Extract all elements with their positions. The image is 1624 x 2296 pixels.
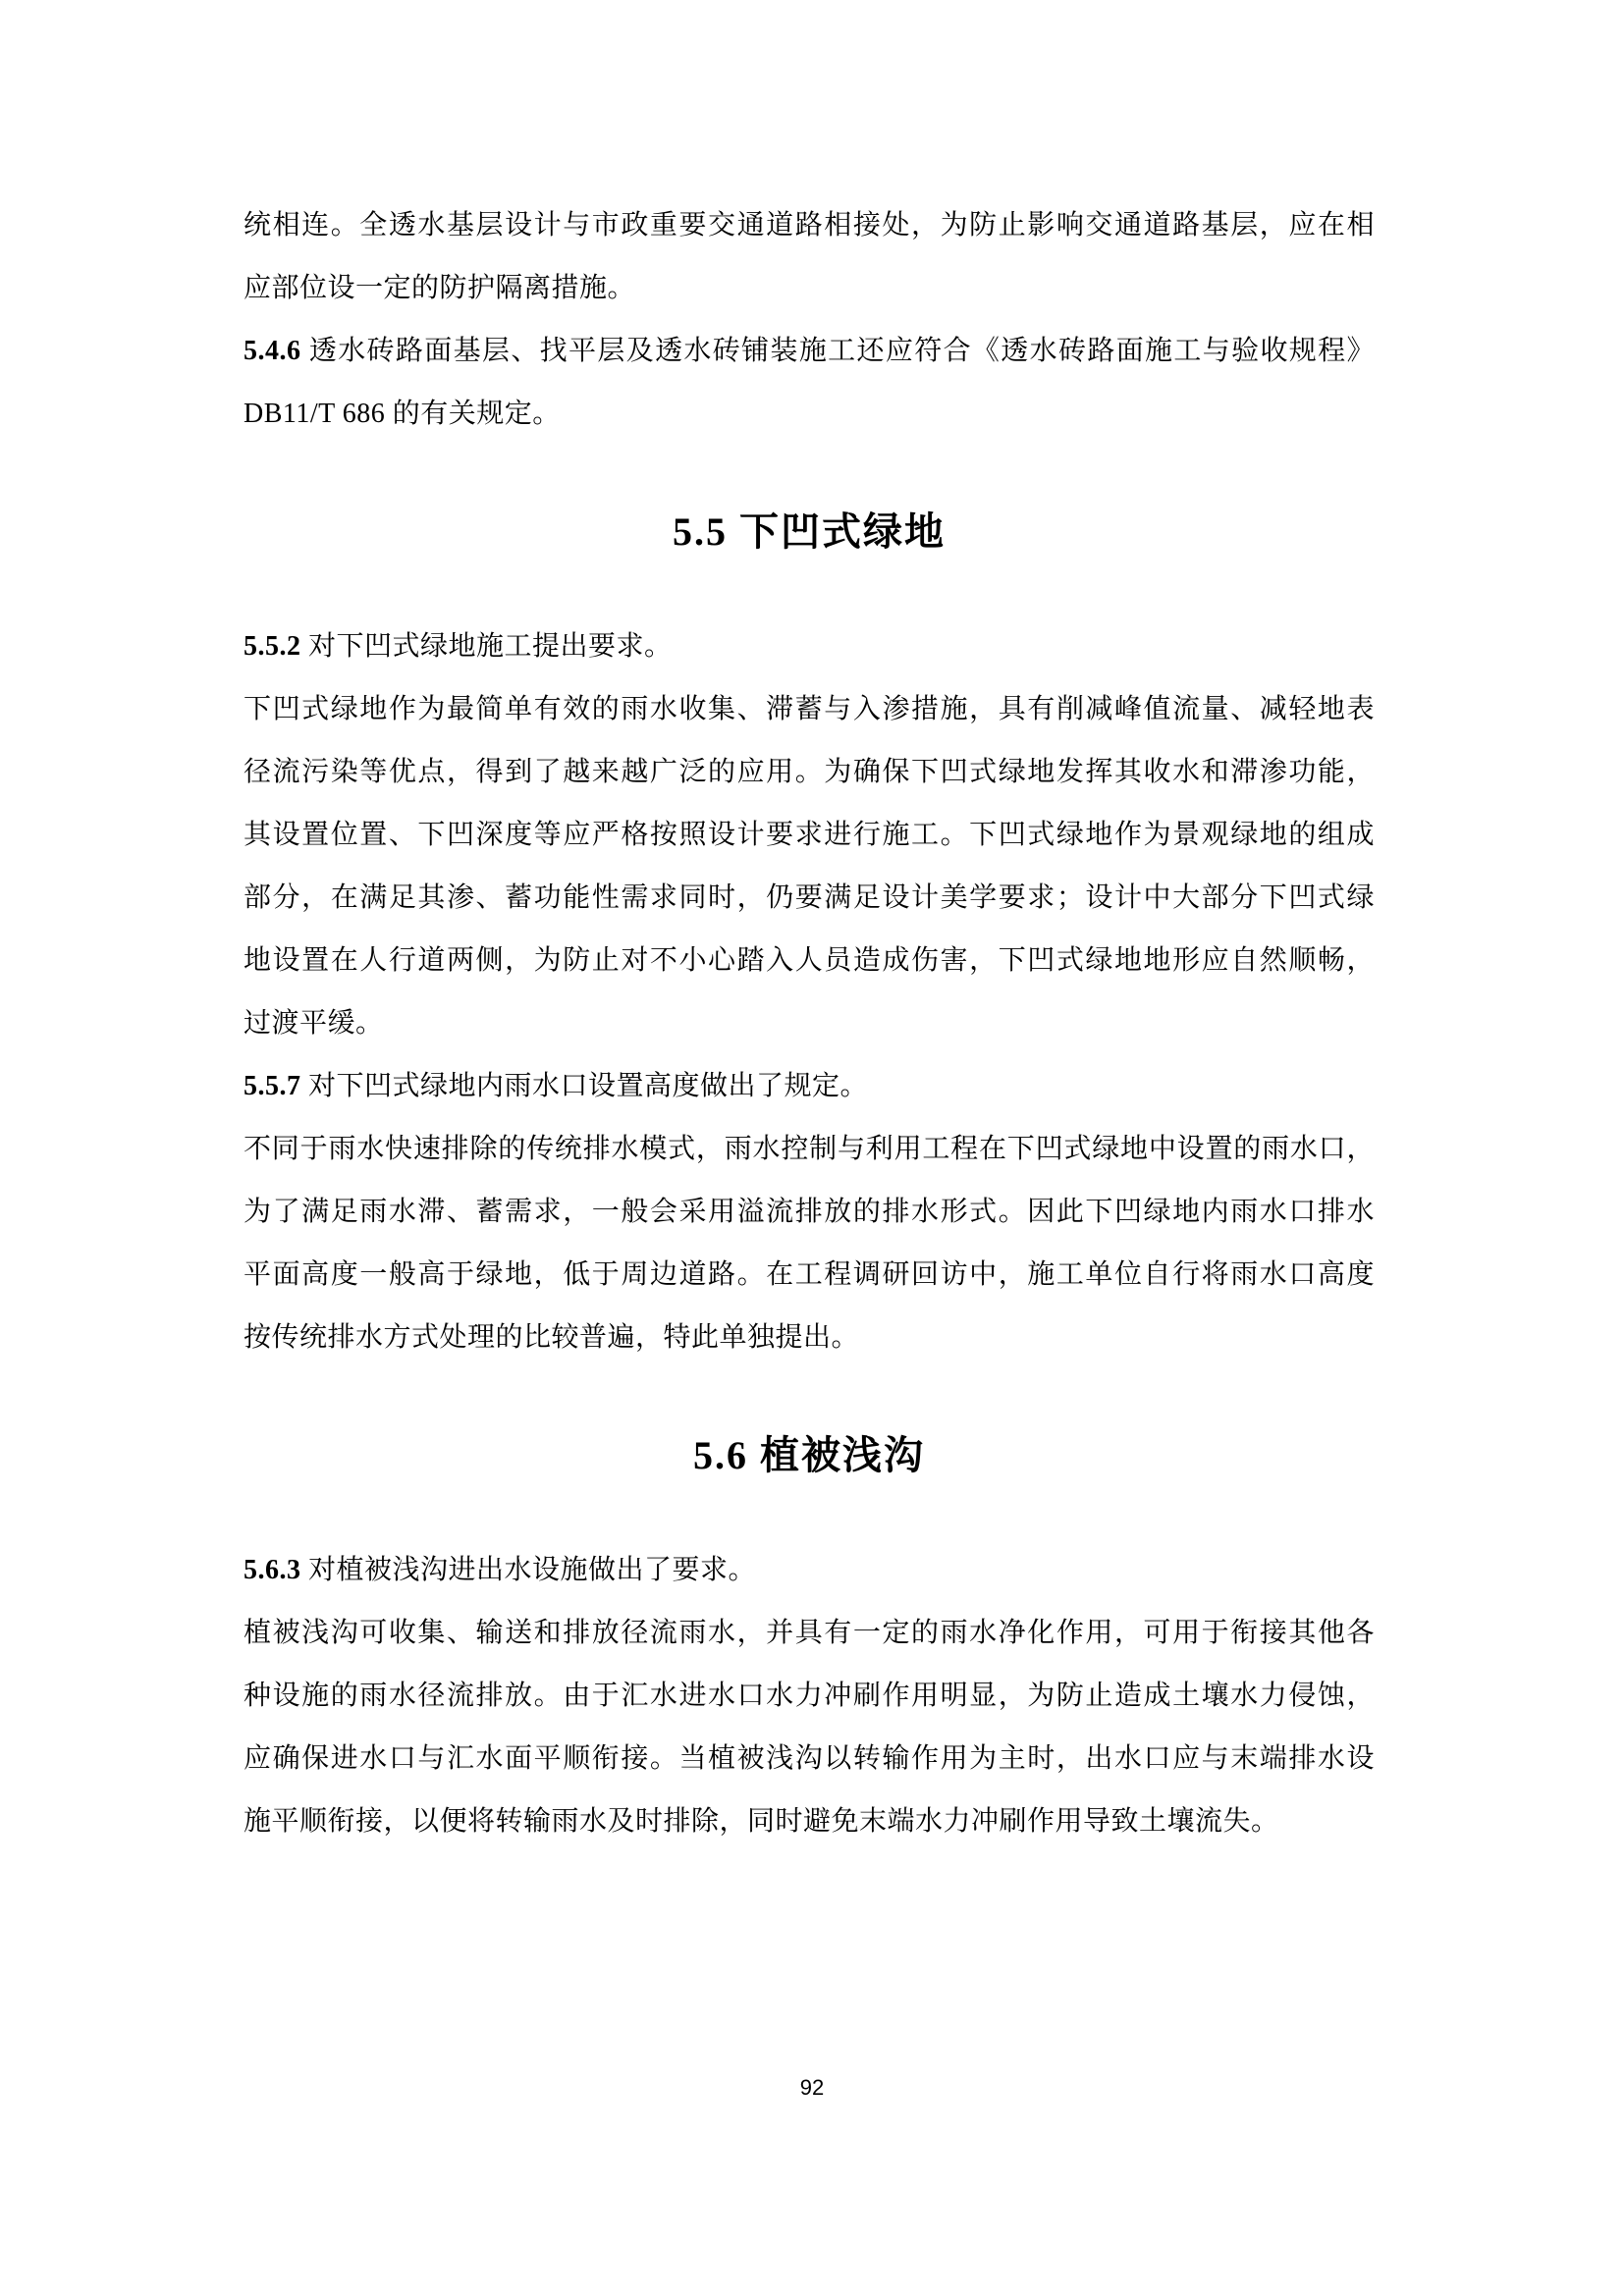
clause-number: 5.6 植被浅沟 [693,1433,925,1477]
text-segment: 过渡平缓。 [244,1008,384,1039]
paragraph-continuation-line [244,194,1375,257]
text-segment: 为了满足雨水滞、蓄需求，一般会采用溢流排放的排水形式。因此下凹绿地内雨水口排水 [244,1197,1375,1227]
text-line [244,1728,1375,1790]
text-segment: 应确保进水口与汇水面平顺衔接。当植被浅沟以转输作用为主时，出水口应与末端排水设 [244,1743,1375,1774]
text-segment: 种设施的雨水径流排放。由于汇水进水口水力冲刷作用明显，为防止造成土壤水力侵蚀， [244,1681,1375,1711]
text-segment: 地设置在人行道两侧，为防止对不小心踏入人员造成伤害，下凹式绿地地形应自然顺畅， [244,945,1375,976]
text-line [244,1602,1375,1665]
text-segment: DB11/T 686 的有关规定。 [244,399,561,429]
text-line [244,804,1375,867]
text-line [244,257,1375,320]
text-line [244,1665,1375,1728]
clause-number: 5.6.3 [244,1555,308,1585]
text-line [244,383,1375,446]
text-segment: 对植被浅沟进出水设施做出了要求。 [308,1555,757,1585]
text-segment: 透水砖路面基层、找平层及透水砖铺装施工还应符合《透水砖路面施工与验收规程》 [308,336,1375,366]
clause-number: 5.5.2 [244,631,308,662]
text-line [244,1307,1375,1369]
clause-5-5-2-line [244,615,1375,678]
text-line [244,1118,1375,1181]
text-segment: 统相连。全透水基层设计与市政重要交通道路相接处，为防止影响交通道路基层，应在相 [244,210,1375,240]
clause-number: 5.5 下凹式绿地 [673,509,946,554]
text-segment: 植被浅沟可收集、输送和排放径流雨水，并具有一定的雨水净化作用，可用于衔接其他各 [244,1618,1375,1648]
text-segment: 应部位设一定的防护隔离措施。 [244,273,636,303]
section-heading-5-5 [244,503,1375,561]
clause-number: 5.5.7 [244,1071,308,1101]
page-number: 92 [799,2075,825,2100]
document-body [244,0,1375,1853]
text-line [244,992,1375,1055]
text-line [244,678,1375,741]
clause-5-6-3-line [244,1539,1375,1602]
text-line [244,930,1375,992]
text-segment: 施平顺衔接，以便将转输雨水及时排除，同时避免末端水力冲刷作用导致土壤流失。 [244,1806,1279,1837]
text-segment: 部分，在满足其渗、蓄功能性需求同时，仍要满足设计美学要求；设计中大部分下凹式绿 [244,882,1375,913]
section-heading-5-6 [244,1426,1375,1485]
text-segment: 按传统排水方式处理的比较普遍，特此单独提出。 [244,1322,860,1353]
text-segment: 下凹式绿地作为最简单有效的雨水收集、滞蓄与入渗措施，具有削减峰值流量、减轻地表 [244,694,1375,724]
text-line [244,741,1375,804]
text-segment: 径流污染等优点，得到了越来越广泛的应用。为确保下凹式绿地发挥其收水和滞渗功能， [244,757,1375,787]
text-line [244,867,1375,930]
text-line [244,1790,1375,1853]
text-segment: 对下凹式绿地内雨水口设置高度做出了规定。 [308,1071,869,1101]
clause-number: 5.4.6 [244,336,309,366]
text-segment: 对下凹式绿地施工提出要求。 [308,631,673,662]
text-segment: 平面高度一般高于绿地，低于周边道路。在工程调研回访中，施工单位自行将雨水口高度 [244,1259,1375,1290]
text-segment: 不同于雨水快速排除的传统排水模式，雨水控制与利用工程在下凹式绿地中设置的雨水口， [244,1134,1375,1164]
clause-5-4-6-line [244,320,1375,383]
clause-5-5-7-line [244,1055,1375,1118]
text-segment: 其设置位置、下凹深度等应严格按照设计要求进行施工。下凹式绿地作为景观绿地的组成 [244,820,1375,850]
text-line [244,1244,1375,1307]
text-line [244,1181,1375,1244]
